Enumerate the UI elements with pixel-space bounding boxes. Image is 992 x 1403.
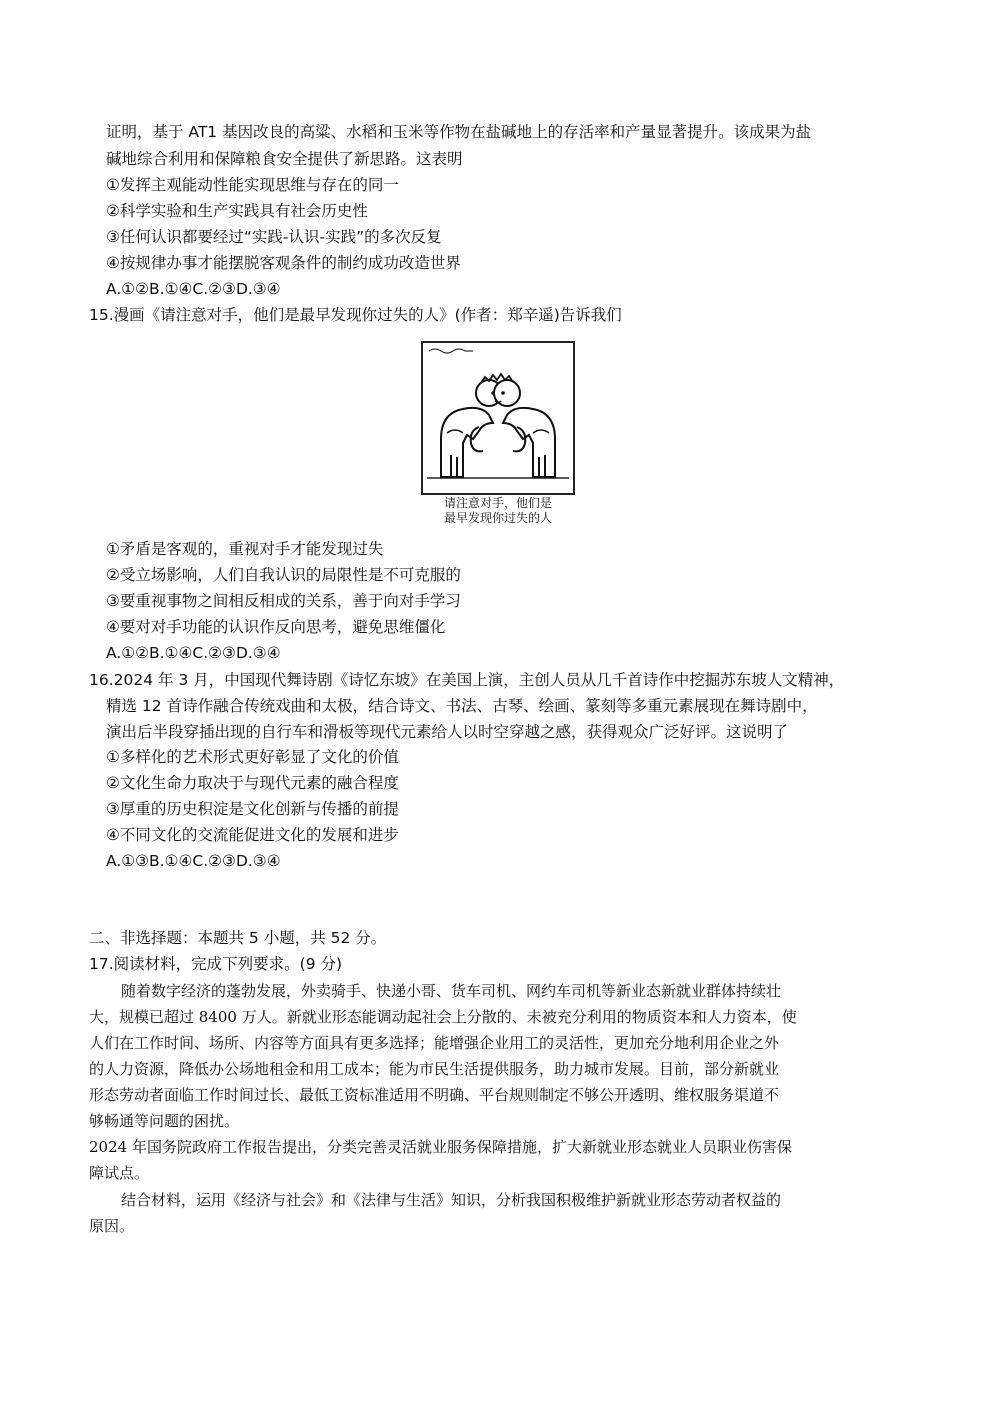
q14-option-1: ①发挥主观能动性能实现思维与存在的同一: [106, 176, 399, 194]
q15-option-4: ④要对对手功能的认识作反向思考，避免思维僵化: [106, 618, 446, 636]
q16-stem-line-1: 16.2024 年 3 月，中国现代舞诗剧《诗忆东坡》在美国上演，主创人员从几千首诗作中挖掘苏东坡人文精神，: [89, 671, 845, 689]
q14-answer-choices: A.①②B.①④C.②③D.③④: [106, 280, 281, 298]
q17-stem: 17.阅读材料，完成下列要求。(9 分): [89, 955, 343, 973]
q16-answer-choices: A.①③B.①④C.②③D.③④: [106, 852, 281, 870]
q14-stem-line-2: 碱地综合利用和保障粮食安全提供了新思路。这表明: [106, 150, 463, 168]
cartoon-image: [421, 341, 575, 495]
q15-stem: 15.漫画《请注意对手，他们是最早发现你过失的人》(作者：郑辛遥)告诉我们: [89, 306, 622, 324]
q14-option-2: ②科学实验和生产实践具有社会历史性: [106, 202, 368, 220]
q15-option-2: ②受立场影响，人们自我认识的局限性是不可克服的: [106, 566, 461, 584]
q16-option-4: ④不同文化的交流能促进文化的发展和进步: [106, 826, 399, 844]
cartoon-caption-line-1: 请注意对手，他们是: [443, 496, 552, 510]
q17-material-line-2: 大，规模已超过 8400 万人。新就业形态能调动起社会上分散的、未被充分利用的物质资本和人力资本，使: [89, 1008, 797, 1026]
q16-option-2: ②文化生命力取决于与现代元素的融合程度: [106, 774, 399, 792]
q17-task-line-1: 结合材料，运用《经济与社会》和《法律与生活》知识，分析我国积极维护新就业形态劳动者权益的: [121, 1191, 782, 1209]
cartoon-drawing: [423, 343, 573, 493]
q17-material-line-8: 障试点。: [89, 1164, 150, 1182]
q17-material-line-6: 够畅通等问题的困扰。: [89, 1112, 240, 1130]
q16-stem-line-3: 演出后半段穿插出现的自行车和滑板等现代元素给人以时空穿越之感，获得观众广泛好评。这说明了: [106, 723, 789, 741]
cartoon-caption-line-2: 最早发现你过失的人: [443, 511, 552, 525]
q15-option-3: ③要重视事物之间相反相成的关系，善于向对手学习: [106, 592, 461, 610]
q17-material-line-7: 2024 年国务院政府工作报告提出，分类完善灵活就业服务保障措施，扩大新就业形态就业人员职业伤害保: [89, 1138, 792, 1156]
q16-stem-line-2: 精选 12 首诗作融合传统戏曲和太极，结合诗文、书法、古琴、绘画、篆刻等多重元素展现在舞诗剧中，: [106, 697, 818, 715]
q17-material-line-4: 的人力资源，降低办公场地租金和用工成本；能为市民生活提供服务，助力城市发展。目前，部分新就业: [89, 1060, 780, 1078]
q14-stem-line-1: 证明，基于 AT1 基因改良的高粱、水稻和玉米等作物在盐碱地上的存活率和产量显著提升。该成果为盐: [106, 123, 812, 141]
q15-option-1: ①矛盾是客观的，重视对手才能发现过失: [106, 540, 384, 558]
q14-option-3: ③任何认识都要经过“实践-认识-实践”的多次反复: [106, 228, 442, 246]
section-2-heading: 二、非选择题：本题共 5 小题，共 52 分。: [89, 929, 387, 947]
q17-task-line-2: 原因。: [89, 1217, 135, 1235]
q17-material-line-3: 人们在工作时间、场所、内容等方面具有更多选择；能增强企业用工的灵活性，更加充分地利用企业之外: [89, 1034, 780, 1052]
q15-answer-choices: A.①②B.①④C.②③D.③④: [106, 644, 281, 662]
q17-material-line-5: 形态劳动者面临工作时间过长、最低工资标准适用不明确、平台规则制定不够公开透明、维权服务渠道不: [89, 1086, 780, 1104]
q16-option-3: ③厚重的历史积淀是文化创新与传播的前提: [106, 800, 399, 818]
q14-option-4: ④按规律办事才能摆脱客观条件的制约成功改造世界: [106, 254, 461, 272]
q17-material-line-1: 随着数字经济的蓬勃发展，外卖骑手、快递小哥、货车司机、网约车司机等新业态新就业群体持续壮: [121, 982, 782, 1000]
q16-option-1: ①多样化的艺术形式更好彰显了文化的价值: [106, 748, 399, 766]
